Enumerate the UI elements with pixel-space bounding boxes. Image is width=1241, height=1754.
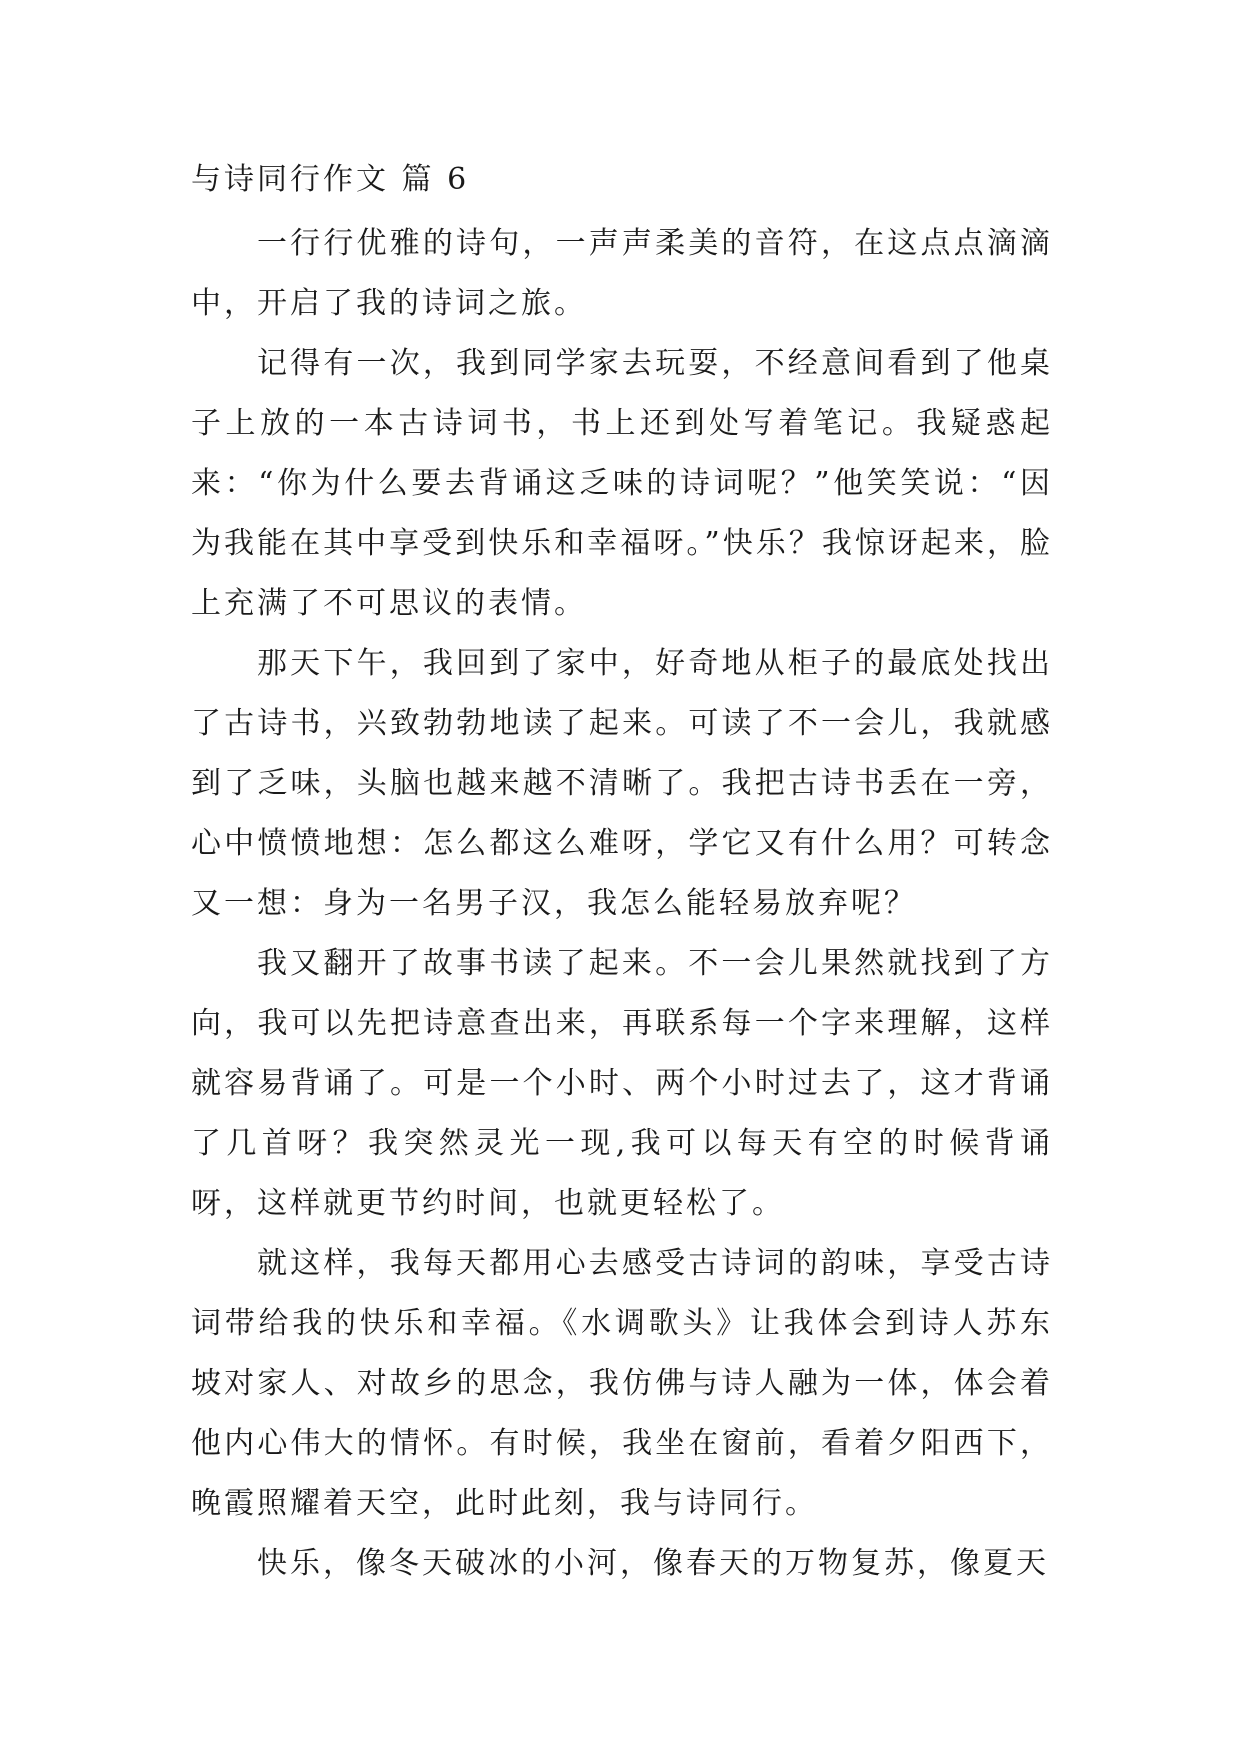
document-title: 与诗同行作文 篇 6: [191, 162, 470, 197]
paragraph-3: 那天下午，我回到了家中，好奇地从柜子的最底处找出了古诗书，兴致勃勃地读了起来。可读了不一会儿，我就感到了乏味，头脑也越来越不清晰了。我把古诗书丢在一旁，心中愤愤地想：怎么都这么难呀，学它又有什么用？可转念又一想：身为一名男子汉，我怎么能轻易放弃呢？: [191, 646, 1053, 921]
document-body: [191, 160, 1053, 1594]
paragraph-5: 就这样，我每天都用心去感受古诗词的韵味，享受古诗词带给我的快乐和幸福。《水调歌头》让我体会到诗人苏东坡对家人、对故乡的思念，我仿佛与诗人融为一体，体会着他内心伟大的情怀。有时候，我坐在窗前，看着夕阳西下，晚霞照耀着天空，此时此刻，我与诗同行。: [191, 1246, 1053, 1521]
paragraph-4: 我又翻开了故事书读了起来。不一会儿果然就找到了方向，我可以先把诗意查出来，再联系每一个字来理解，这样就容易背诵了。可是一个小时、两个小时过去了，这才背诵了几首呀？我突然灵光一现,我可以每天有空的时候背诵呀，这样就更节约时间，也就更轻松了。: [191, 946, 1053, 1221]
paragraph-6: 快乐，像冬天破冰的小河，像春天的万物复苏，像夏天: [257, 1546, 1049, 1581]
paragraph-2: 记得有一次，我到同学家去玩耍，不经意间看到了他桌子上放的一本古诗词书，书上还到处写着笔记。我疑惑起来：“你为什么要去背诵这乏味的诗词呢？”他笑笑说：“因为我能在其中享受到快乐和幸福呀。”快乐？我惊讶起来，脸上充满了不可思议的表情。: [191, 346, 1053, 621]
paragraph-1: 一行行优雅的诗句，一声声柔美的音符，在这点点滴滴中，开启了我的诗词之旅。: [191, 226, 1053, 321]
